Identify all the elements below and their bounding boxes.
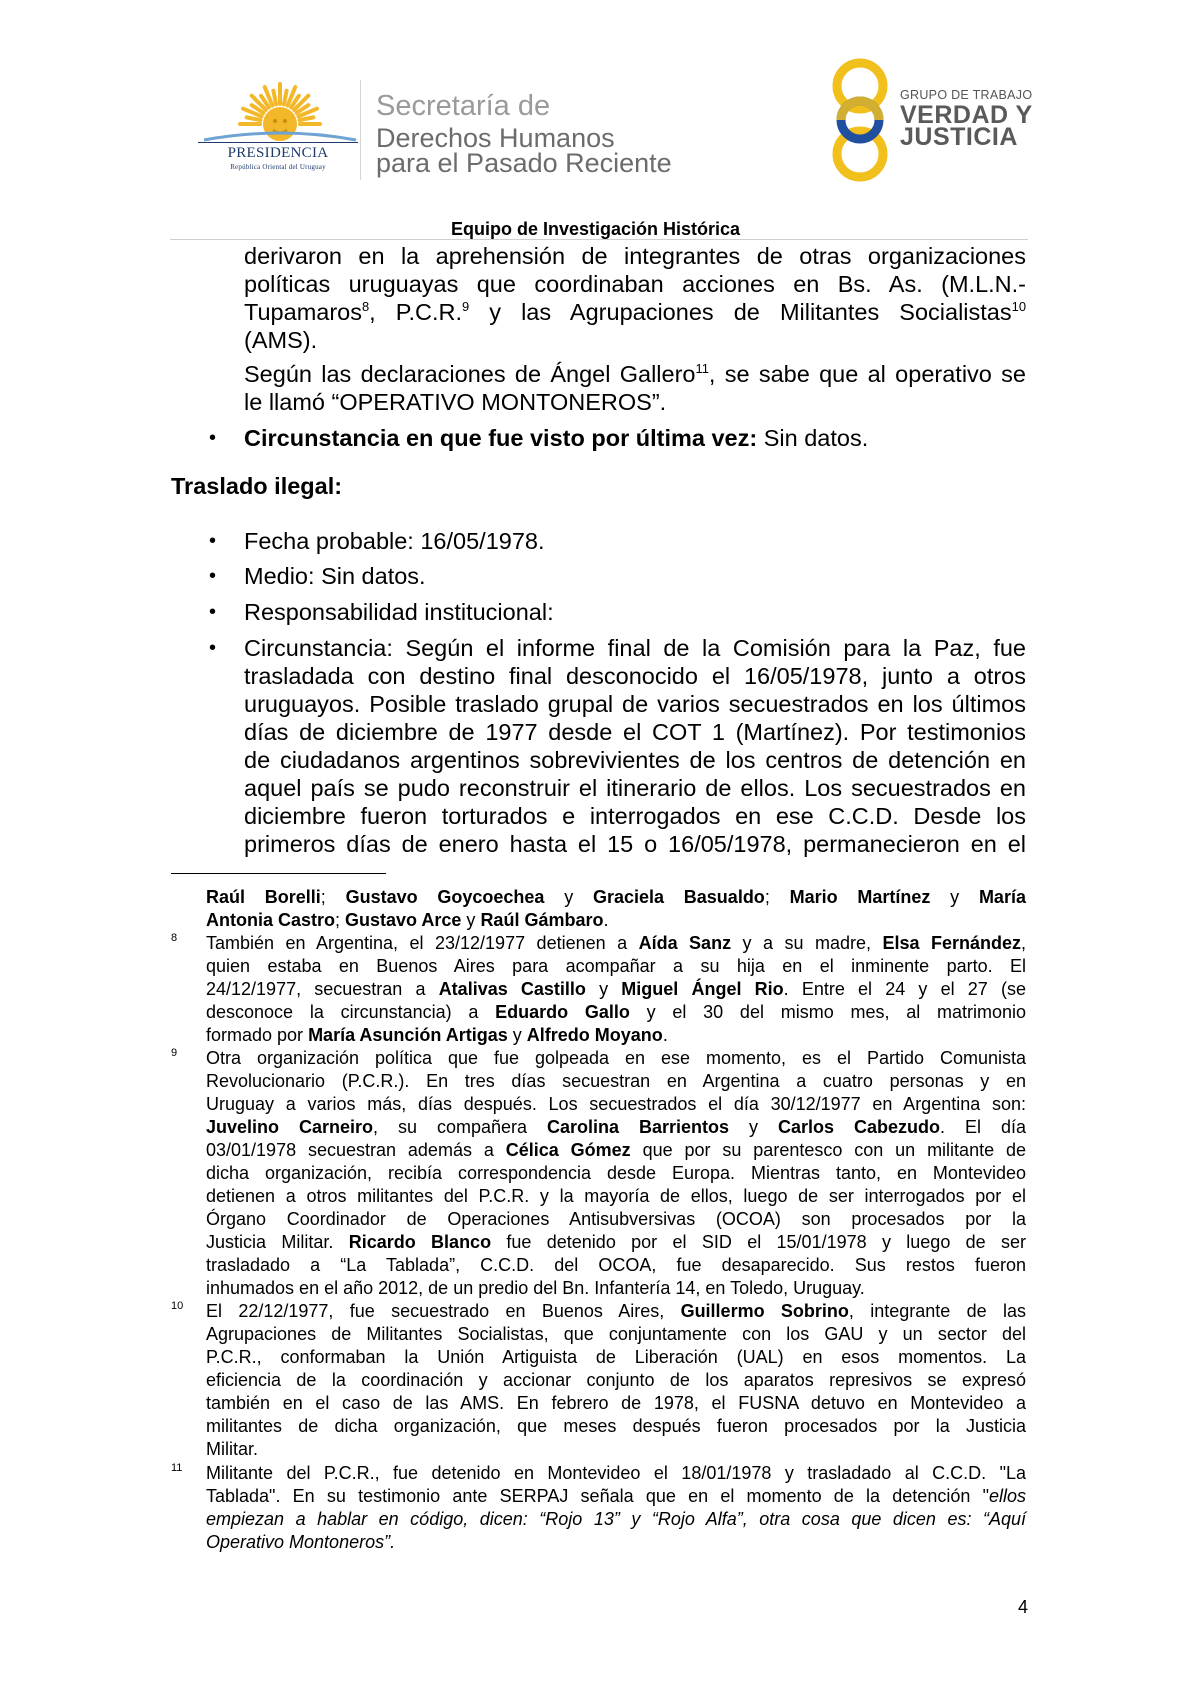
body-line: uruguayos. Posible traslado grupal de varios secuestrados en los últimos — [244, 691, 1026, 717]
team-title: Equipo de Investigación Histórica — [450, 219, 741, 239]
footnote-line — [206, 1485, 1026, 1508]
bullet-marker: • — [209, 601, 217, 623]
person-name: María Asunción Artigas — [308, 1025, 508, 1045]
footnote-line — [206, 1093, 1026, 1116]
footnote-text: Uruguay a varios más, días después. Los secuestrados el día 30/12/1977 en Argentina son: — [206, 1094, 1026, 1114]
footnote-text: que por su parentesco con un militante de — [630, 1140, 1026, 1160]
footnote-ref-8[interactable]: 8 — [361, 299, 370, 315]
body-line: Según las declaraciones de Ángel Gallero$^{11}$, se sabe que al operativo se — [244, 361, 1026, 387]
footnote-line — [206, 1277, 1026, 1300]
footnote-text: ; — [764, 887, 790, 907]
footnote-ref-11[interactable]: 11 — [695, 361, 709, 377]
footnote-text: y — [729, 1117, 779, 1137]
footnote-line — [206, 1208, 1026, 1231]
footnote-line — [206, 1231, 1026, 1254]
sun-ray — [284, 91, 287, 105]
bullet-marker: • — [209, 427, 217, 449]
footnote-rule — [171, 873, 386, 874]
footnote-text: y — [544, 887, 593, 907]
person-name: Elsa Fernández — [882, 933, 1021, 953]
person-name: Raúl Gámbaro — [480, 910, 604, 930]
person-name: Antonia Castro — [206, 910, 336, 930]
footnote-line — [206, 1162, 1026, 1185]
footnote-text: eficiencia de la coordinación y accionar conjunto de los aparatos represivos se expresó — [206, 1370, 1026, 1390]
body-line: días de diciembre de 1977 desde el COT 1 (Martínez). Por testimonios — [244, 719, 1026, 745]
footnote-text: . El día — [940, 1117, 1026, 1137]
bullet-responsabilidad: Responsabilidad institucional: — [244, 599, 554, 625]
footnote-text: inhumados en el año 2012, de un predio del Bn. Infantería 14, en Toledo, Uruguay. — [206, 1278, 865, 1298]
footnote-text: y — [585, 979, 622, 999]
sun-ray — [247, 117, 261, 120]
footnote-line — [206, 1024, 1026, 1047]
footnote-text: Agrupaciones de Militantes Socialistas, que conjuntamente con los GAU y un sector del — [206, 1324, 1026, 1344]
footnote-text: , su compañera — [373, 1117, 548, 1137]
grupo-trabajo-line-2: VERDAD Y — [900, 101, 1033, 129]
person-name: Carolina Barrientos — [547, 1117, 730, 1137]
footnote-line — [206, 886, 1026, 909]
footnote-text: . — [662, 1025, 668, 1045]
footnote-text: formado por — [206, 1025, 309, 1045]
bullet-marker: • — [209, 530, 217, 552]
body-line: Circunstancia: Según el informe final de la Comisión para la Paz, fue — [244, 635, 1026, 661]
footnote-text: . Entre el 24 y el 27 (se — [783, 979, 1026, 999]
person-name: María — [978, 887, 1026, 907]
footnote-text: y el 30 del mismo mes, al matrimonio — [629, 1002, 1026, 1022]
footnote-line — [206, 1070, 1026, 1093]
body-line: derivaron en la aprehensión de integrantes de otras organizaciones — [244, 243, 1026, 269]
footnote-ref-9[interactable]: 9 — [461, 299, 470, 315]
footnote-line — [206, 1139, 1026, 1162]
footnote-line — [206, 1323, 1026, 1346]
body-line: (AMS). — [244, 327, 318, 353]
header-divider — [360, 80, 361, 180]
footnote-line — [206, 978, 1026, 1001]
person-name: Ricardo Blanco — [348, 1232, 492, 1252]
footnote-8 — [206, 932, 1026, 1047]
footnote-line — [206, 1415, 1026, 1438]
person-name: Alfredo Moyano — [526, 1025, 663, 1045]
footnote-text: ellos — [988, 1486, 1026, 1506]
body-line: le llamó “OPERATIVO MONTONEROS”. — [244, 389, 667, 415]
footnote-text: Tablada". En su testimonio ante SERPAJ señala que en el momento de la detención " — [206, 1486, 989, 1506]
footnote-text: También en Argentina, el 23/12/1977 detienen a — [206, 933, 639, 953]
grupo-trabajo-line-1: GRUPO DE TRABAJO — [900, 88, 1033, 102]
body-line: diciembre fueron torturados e interrogados en ese C.C.D. Desde los — [244, 803, 1026, 829]
footnote-line — [206, 1392, 1026, 1415]
footnote-number-10: 10 — [171, 1300, 184, 1312]
person-name: Aída Sanz — [638, 933, 732, 953]
footnote-line — [206, 1438, 1026, 1461]
footnote-11 — [206, 1462, 1026, 1554]
footnote-text: y — [461, 910, 481, 930]
footnote-text: trasladado a “La Tablada”, C.C.D. del OCOA, fue desaparecido. Sus restos fueron — [206, 1255, 1026, 1275]
sun-ray — [273, 91, 276, 105]
footnote-line — [206, 1254, 1026, 1277]
footnote-text: también en el caso de las AMS. En febrero de 1978, el FUSNA detuvo en Montevideo a — [206, 1393, 1026, 1413]
body-line: Tupamaros$^8$, P.C.R.$^9$ y las Agrupaciones de Militantes Socialistas$^{10}$ — [244, 299, 1026, 325]
section-heading: Traslado ilegal: — [171, 473, 343, 499]
body-line: aquel país se pudo reconstruir el itinerario de ellos. Los secuestrados en — [244, 775, 1026, 801]
bullet-marker: • — [209, 565, 217, 587]
footnote-text: 03/01/1978 secuestran además a — [206, 1140, 506, 1160]
footnote-line — [206, 1531, 1026, 1554]
footnote-text: El 22/12/1977, fue secuestrado en Buenos Aires, — [206, 1301, 681, 1321]
footnote-line — [206, 1047, 1026, 1070]
footnote-text: ; — [320, 887, 346, 907]
person-name: Atalivas Castillo — [438, 979, 586, 999]
footnote-line — [206, 1116, 1026, 1139]
person-name: Gustavo Arce — [345, 910, 462, 930]
footnote-text: y — [507, 1025, 527, 1045]
bullet-marker: • — [209, 637, 217, 659]
grupo-trabajo-line-3: JUSTICIA — [900, 123, 1018, 151]
footnote-text: Revolucionario (P.C.R.). En tres días secuestran en Argentina a cuatro personas y en — [206, 1071, 1026, 1091]
bullet-fecha: Fecha probable: 16/05/1978. — [244, 528, 545, 554]
footnote-line — [206, 1508, 1026, 1531]
person-name: Gustavo Goycoechea — [345, 887, 545, 907]
person-name: Miguel Ángel Rio — [621, 979, 784, 999]
footnote-line — [206, 932, 1026, 955]
footnote-text: , integrante de las — [848, 1301, 1026, 1321]
footnote-text: 24/12/1977, secuestran a — [206, 979, 439, 999]
footnote-line — [206, 909, 1026, 932]
footnote-text: , — [1020, 933, 1026, 953]
person-name: Carlos Cabezudo — [778, 1117, 941, 1137]
footnote-text: . — [603, 910, 609, 930]
footnote-text: y — [930, 887, 979, 907]
footnote-text: Justicia Militar. — [206, 1232, 349, 1252]
footnote-text: y a su madre, — [731, 933, 883, 953]
footnote-text: militantes de dicha organización, que meses después fueron procesados por la Justicia — [206, 1416, 1026, 1436]
footnote-line — [206, 1369, 1026, 1392]
body-line: trasladada con destino final desconocido el 16/05/1978, junto a otros — [244, 663, 1026, 689]
footnote-text: quien estaba en Buenos Aires para acompañar a su hija en el inminente parto. El — [206, 956, 1026, 976]
bullet-medio: Medio: Sin datos. — [244, 563, 426, 589]
footnote-line — [206, 955, 1026, 978]
footnote-9 — [206, 1047, 1026, 1300]
footnote-continuation — [206, 886, 1026, 932]
footnote-line — [206, 1300, 1026, 1323]
footnote-text: empiezan a hablar en código, dicen: “Rojo 13” y “Rojo Alfa”, otra cosa que dicen es: “Aquí — [206, 1509, 1026, 1529]
page-number: 4 — [1018, 1597, 1029, 1617]
footnote-text: Otra organización política que fue golpeada en ese momento, es el Partido Comunista — [206, 1048, 1026, 1068]
person-name: Raúl Borelli — [206, 887, 321, 907]
footnote-10 — [206, 1300, 1026, 1461]
footnote-ref-10[interactable]: 10 — [1011, 299, 1026, 315]
footnote-number-11: 11 — [171, 1462, 183, 1474]
person-name: Juvelino Carneiro — [206, 1117, 374, 1137]
footnote-line — [206, 1462, 1026, 1485]
footnote-text: desconoce la circunstancia) a — [206, 1002, 496, 1022]
body-line: de ciudadanos argentinos sobrevivientes de los centros de detención en — [244, 747, 1026, 773]
footnote-text: dicha organización, recibía correspondencia desde Europa. Mientras tanto, en Montevideo — [206, 1163, 1026, 1183]
body-line: primeros días de enero hasta el 15 o 16/05/1978, permanecieron en el — [244, 831, 1026, 857]
footnote-text: Órgano Coordinador de Operaciones Antisubversivas (OCOA) son procesados por la — [206, 1209, 1026, 1229]
footnote-text: Militar. — [206, 1439, 259, 1459]
footnote-text: Operativo Montoneros”. — [206, 1532, 396, 1552]
person-name: Célica Gómez — [505, 1140, 631, 1160]
person-name: Graciela Basualdo — [592, 887, 765, 907]
verdad-justicia-logo — [824, 58, 896, 184]
secretaria-line-3: para el Pasado Reciente — [376, 148, 672, 178]
person-name: Mario Martínez — [789, 887, 931, 907]
body-line: políticas uruguayas que coordinaban acciones en Bs. As. (M.L.N.- — [244, 271, 1026, 297]
footnote-number-8: 8 — [171, 932, 178, 944]
person-name: Guillermo Sobrino — [680, 1301, 849, 1321]
footnote-line — [206, 1346, 1026, 1369]
presidencia-subtitle: República Oriental del Uruguay — [230, 163, 326, 171]
footnote-text: fue detenido por el SID el 15/01/1978 y luego de ser — [491, 1232, 1027, 1252]
footnote-number-9: 9 — [171, 1047, 178, 1059]
secretaria-line-1: Secretaría de — [376, 90, 551, 122]
footnote-line — [206, 1001, 1026, 1024]
person-name: Eduardo Gallo — [495, 1002, 630, 1022]
bullet-last-seen: Circunstancia en que fue visto por última vez: Sin datos. — [244, 425, 869, 451]
presidencia-label: PRESIDENCIA — [227, 145, 329, 161]
header-rule — [170, 239, 1028, 240]
sun-ray — [300, 117, 314, 120]
footnote-text: ; — [335, 910, 346, 930]
footnote-text: P.C.R., conformaban la Unión Artiguista de Liberación (UAL) en esos momentos. La — [206, 1347, 1026, 1367]
secretaria-line-2: Derechos Humanos — [376, 123, 615, 153]
footnote-text: Militante del P.C.R., fue detenido en Montevideo el 18/01/1978 y trasladado al C.C.D. "La — [206, 1463, 1026, 1483]
footnote-line — [206, 1185, 1026, 1208]
footnote-text: detienen a otros militantes del P.C.R. y la mayoría de ellos, luego de ser interrogados por el — [206, 1186, 1026, 1206]
